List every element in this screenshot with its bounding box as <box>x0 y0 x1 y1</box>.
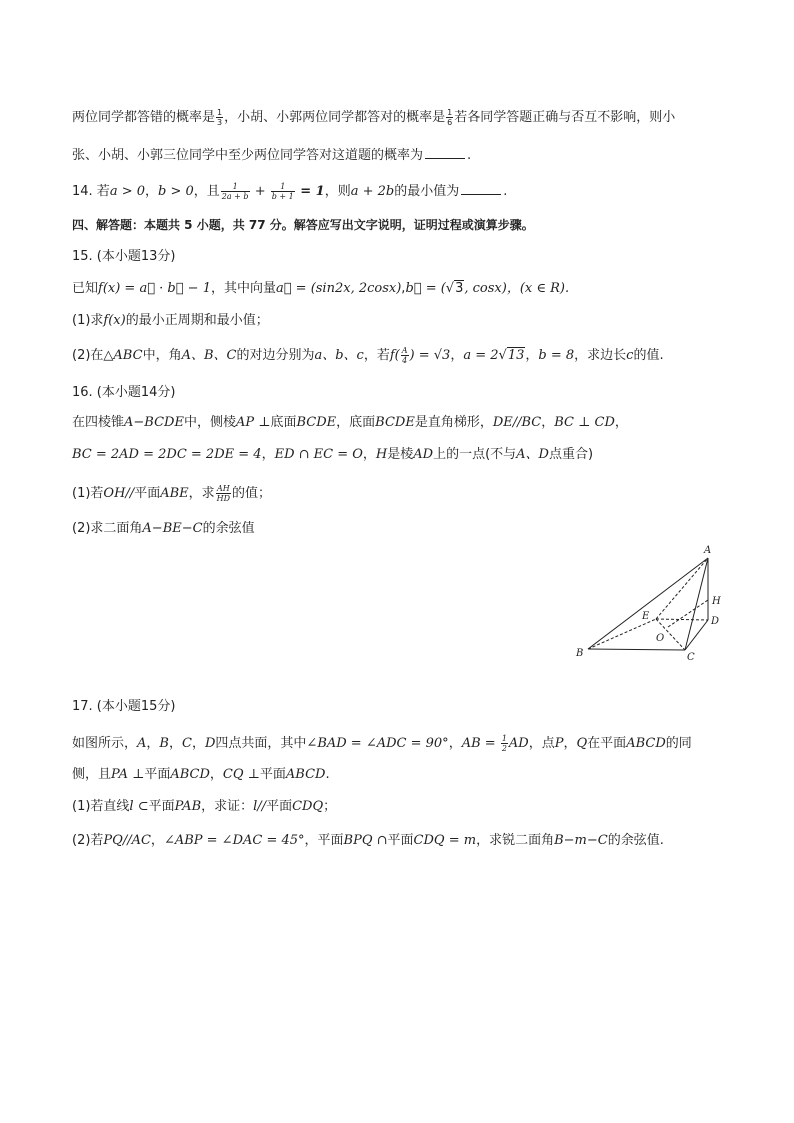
label-D: D <box>711 616 720 627</box>
q16-line2: BC = 2AD = 2DC = 2DE = 4，ED ∩ EC = O，H是棱AD上的一点(不与A、D点重合) <box>72 447 594 462</box>
q15-header: 15. (本小题13分) <box>72 249 176 264</box>
q13-text: 张、小胡、小郭三位同学中至少两位同学答对这道题的概率为 <box>72 148 424 163</box>
section-heading: 四、解答题：本题共 5 小题，共 77 分。解答应写出文字说明，证明过程或演算步骤。 <box>72 218 534 232</box>
q16-header: 16. (本小题14分) <box>72 385 176 400</box>
fraction-A-over-4: $\frac{A}{4}$ <box>401 346 408 365</box>
edge-BC <box>588 649 685 650</box>
q13-text: 两位同学都答错的概率是 <box>72 110 216 125</box>
answer-blank <box>425 146 465 159</box>
fraction-1-over-b-plus-1: $\frac{1}{b + 1}$ <box>271 182 294 201</box>
label-O: O <box>656 633 665 644</box>
label-E: E <box>642 611 650 622</box>
answer-blank <box>461 182 501 195</box>
segment-OH <box>668 600 708 627</box>
label-A: A <box>704 545 712 556</box>
q17-header: 17. (本小题15分) <box>72 699 176 714</box>
q13-text: 若各同学答题正确与否互不影响，则小 <box>454 110 676 125</box>
fraction-one-third: $\frac{1}{3}$ <box>217 108 223 127</box>
q16-part1: (1)若OH//平面ABE，求 $\frac{AH}{HD}$ 的值； <box>72 484 272 503</box>
label-B: B <box>576 648 584 659</box>
fraction-1-over-2a-plus-b: $\frac{1}{2a + b}$ <box>221 182 249 201</box>
pyramid-figure <box>570 540 730 670</box>
q13-line1 <box>72 108 675 127</box>
q16-line1: 在四棱锥A−BCDE中，侧棱AP ⊥底面BCDE，底面BCDE是直角梯形，DE//BC，BC ⊥ CD， <box>72 415 628 430</box>
q13-line2: 张、小胡、小郭三位同学中至少两位同学答对这道题的概率为 . <box>72 148 472 163</box>
q17-part1: (1)若直线l ⊂平面PAB，求证：l//平面CDQ； <box>72 799 337 814</box>
q17-part2: (2)若PQ//AC，∠ABP = ∠DAC = 45°，平面BPQ ∩平面CDQ = m，求锐二面角B−m−C的余弦值. <box>72 833 664 848</box>
q14-line: 14. 若a > 0，b > 0，且 $\frac{1}{2a + b}$ + $\frac{1}{b + 1}$ = 1，则a + 2b的最小值为 . <box>72 182 508 201</box>
q15-given: 已知f(x) = a⃗ · b⃗ − 1，其中向量a⃗ = (sin2x, 2cosx),b⃗ = (√3, cosx)，(x ∈ R). <box>72 281 570 296</box>
q15-part2: (2)在△ABC中，角A、B、C的对边分别为a、b、c，若f( $\frac{A}{4}$ ) = √3，a = 2√13，b = 8，求边长c的值. <box>72 346 664 365</box>
edge-ED <box>656 619 708 620</box>
q16-part2: (2)求二面角A−BE−C的余弦值 <box>72 521 255 536</box>
q15-part1: (1)求f(x)的最小正周期和最小值； <box>72 313 269 328</box>
q13-text: ，小胡、小郭两位同学都答对的概率是 <box>224 110 446 125</box>
q17-line1: 如图所示，A，B，C，D四点共面，其中∠BAD = ∠ADC = 90°，AB = $\frac{1}{2}$ AD，点P，Q在平面ABCD的同 <box>72 734 692 753</box>
fraction-one-half: $\frac{1}{2}$ <box>501 734 507 753</box>
q17-line2: 侧，且PA ⊥平面ABCD，CQ ⊥平面ABCD. <box>72 767 330 782</box>
label-C: C <box>687 652 695 663</box>
label-H: H <box>712 596 721 607</box>
edge-BA <box>588 558 708 649</box>
fraction-one-sixth: $\frac{1}{6}$ <box>447 108 453 127</box>
fraction-AH-over-HD: $\frac{AH}{HD}$ <box>216 484 231 503</box>
